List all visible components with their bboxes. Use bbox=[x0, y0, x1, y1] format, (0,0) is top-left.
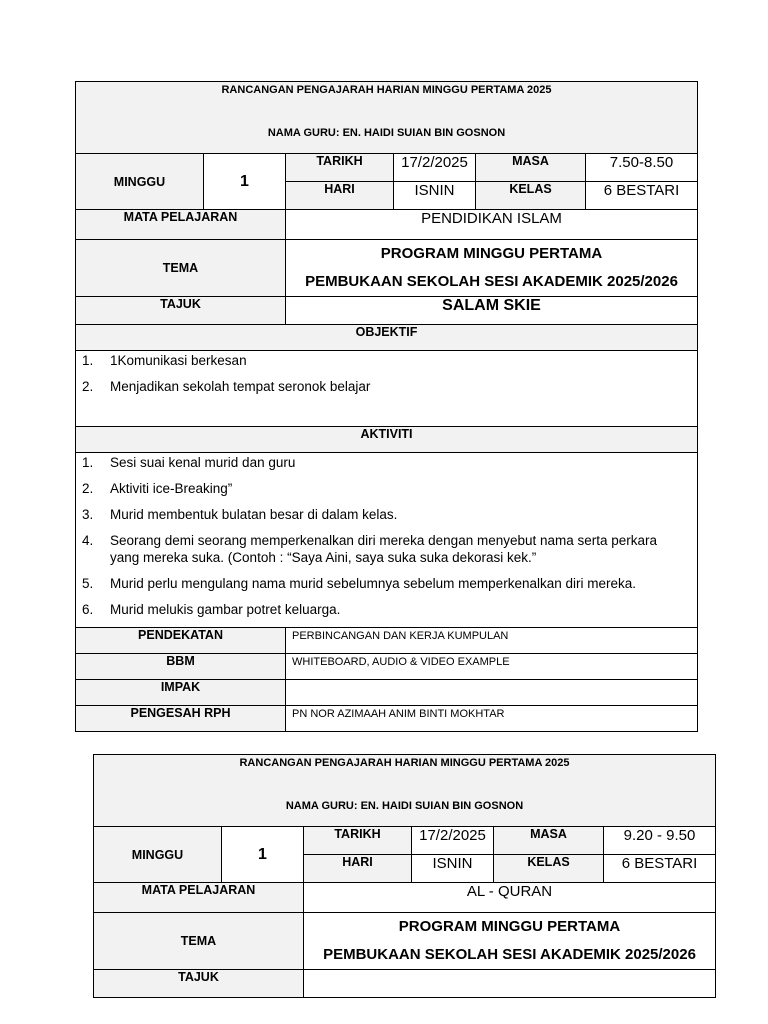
tema-label: TEMA bbox=[94, 913, 304, 970]
aktiviti-list bbox=[76, 453, 698, 628]
pengesah-value: PN NOR AZIMAAH ANIM BINTI MOKHTAR bbox=[286, 706, 698, 732]
tajuk-value bbox=[304, 970, 716, 998]
subject-value: AL - QURAN bbox=[304, 883, 716, 913]
kelas-value: 6 BESTARI bbox=[586, 182, 698, 210]
tema-line-2: PEMBUKAAN SEKOLAH SESI AKADEMIK 2025/2026 bbox=[323, 946, 696, 963]
hari-value: ISNIN bbox=[394, 182, 476, 210]
kelas-label: KELAS bbox=[476, 182, 586, 210]
pendekatan-value: PERBINCANGAN DAN KERJA KUMPULAN bbox=[286, 628, 698, 654]
list-item: 5. Murid perlu mengulang nama murid sebelumnya sebelum memperkenalkan diri mereka. bbox=[82, 576, 636, 591]
tajuk-label: TAJUK bbox=[94, 970, 304, 998]
list-item: 2. Aktiviti ice-Breaking” bbox=[82, 481, 233, 496]
minggu-value: 1 bbox=[222, 827, 304, 883]
lesson-plan-table-2 bbox=[93, 754, 716, 998]
list-item: 6. Murid melukis gambar potret keluarga. bbox=[82, 602, 341, 617]
objektif-list bbox=[76, 351, 698, 427]
minggu-label: MINGGU bbox=[94, 827, 222, 883]
list-item: 4. Seorang demi seorang memperkenalkan diri mereka dengan menyebut nama serta perkara yang mereka suka. (Contoh : “Saya Aini, saya suka suka dekorasi kek.” bbox=[82, 533, 658, 565]
teacher-name: NAMA GURU: EN. HAIDI SUIAN BIN GOSNON bbox=[267, 127, 506, 139]
tema-value bbox=[286, 240, 698, 297]
objektif-heading: OBJEKTIF bbox=[76, 325, 698, 351]
tarikh-label: TARIKH bbox=[286, 154, 394, 182]
tema-line-1: PROGRAM MINGGU PERTAMA bbox=[380, 245, 603, 262]
teacher-name: NAMA GURU: EN. HAIDI SUIAN BIN GOSNON bbox=[285, 800, 524, 812]
subject-label: MATA PELAJARAN bbox=[76, 210, 286, 240]
tajuk-label: TAJUK bbox=[76, 297, 286, 325]
hari-label: HARI bbox=[286, 182, 394, 210]
masa-value: 9.20 - 9.50 bbox=[604, 827, 716, 855]
minggu-label: MINGGU bbox=[76, 154, 204, 210]
tema-line-1: PROGRAM MINGGU PERTAMA bbox=[398, 918, 621, 935]
impak-label: IMPAK bbox=[76, 680, 286, 706]
bbm-value: WHITEBOARD, AUDIO & VIDEO EXAMPLE bbox=[286, 654, 698, 680]
list-item: 1. Sesi suai kenal murid dan guru bbox=[82, 455, 296, 470]
impak-value bbox=[286, 680, 698, 706]
masa-value: 7.50-8.50 bbox=[586, 154, 698, 182]
hari-label: HARI bbox=[304, 855, 412, 883]
masa-label: MASA bbox=[494, 827, 604, 855]
subject-label: MATA PELAJARAN bbox=[94, 883, 304, 913]
kelas-value: 6 BESTARI bbox=[604, 855, 716, 883]
tarikh-label: TARIKH bbox=[304, 827, 412, 855]
plan-header bbox=[94, 755, 716, 827]
list-item: 3. Murid membentuk bulatan besar di dalam kelas. bbox=[82, 507, 398, 522]
masa-label: MASA bbox=[476, 154, 586, 182]
plan-header bbox=[76, 82, 698, 154]
kelas-label: KELAS bbox=[494, 855, 604, 883]
tema-label: TEMA bbox=[76, 240, 286, 297]
minggu-value: 1 bbox=[204, 154, 286, 210]
pengesah-label: PENGESAH RPH bbox=[76, 706, 286, 732]
tarikh-value: 17/2/2025 bbox=[412, 827, 494, 855]
plan-title: RANCANGAN PENGAJARAH HARIAN MINGGU PERTAMA 2025 bbox=[239, 757, 570, 769]
tarikh-value: 17/2/2025 bbox=[394, 154, 476, 182]
tema-value bbox=[304, 913, 716, 970]
subject-value: PENDIDIKAN ISLAM bbox=[286, 210, 698, 240]
bbm-label: BBM bbox=[76, 654, 286, 680]
tajuk-value: SALAM SKIE bbox=[286, 297, 698, 325]
pendekatan-label: PENDEKATAN bbox=[76, 628, 286, 654]
plan-title: RANCANGAN PENGAJARAH HARIAN MINGGU PERTAMA 2025 bbox=[221, 84, 552, 96]
list-item: 2. Menjadikan sekolah tempat seronok belajar bbox=[82, 379, 371, 394]
hari-value: ISNIN bbox=[412, 855, 494, 883]
lesson-plan-table-1 bbox=[75, 81, 698, 732]
list-item: 1. 1Komunikasi berkesan bbox=[82, 353, 247, 368]
tema-line-2: PEMBUKAAN SEKOLAH SESI AKADEMIK 2025/2026 bbox=[305, 273, 678, 290]
aktiviti-heading: AKTIVITI bbox=[76, 427, 698, 453]
